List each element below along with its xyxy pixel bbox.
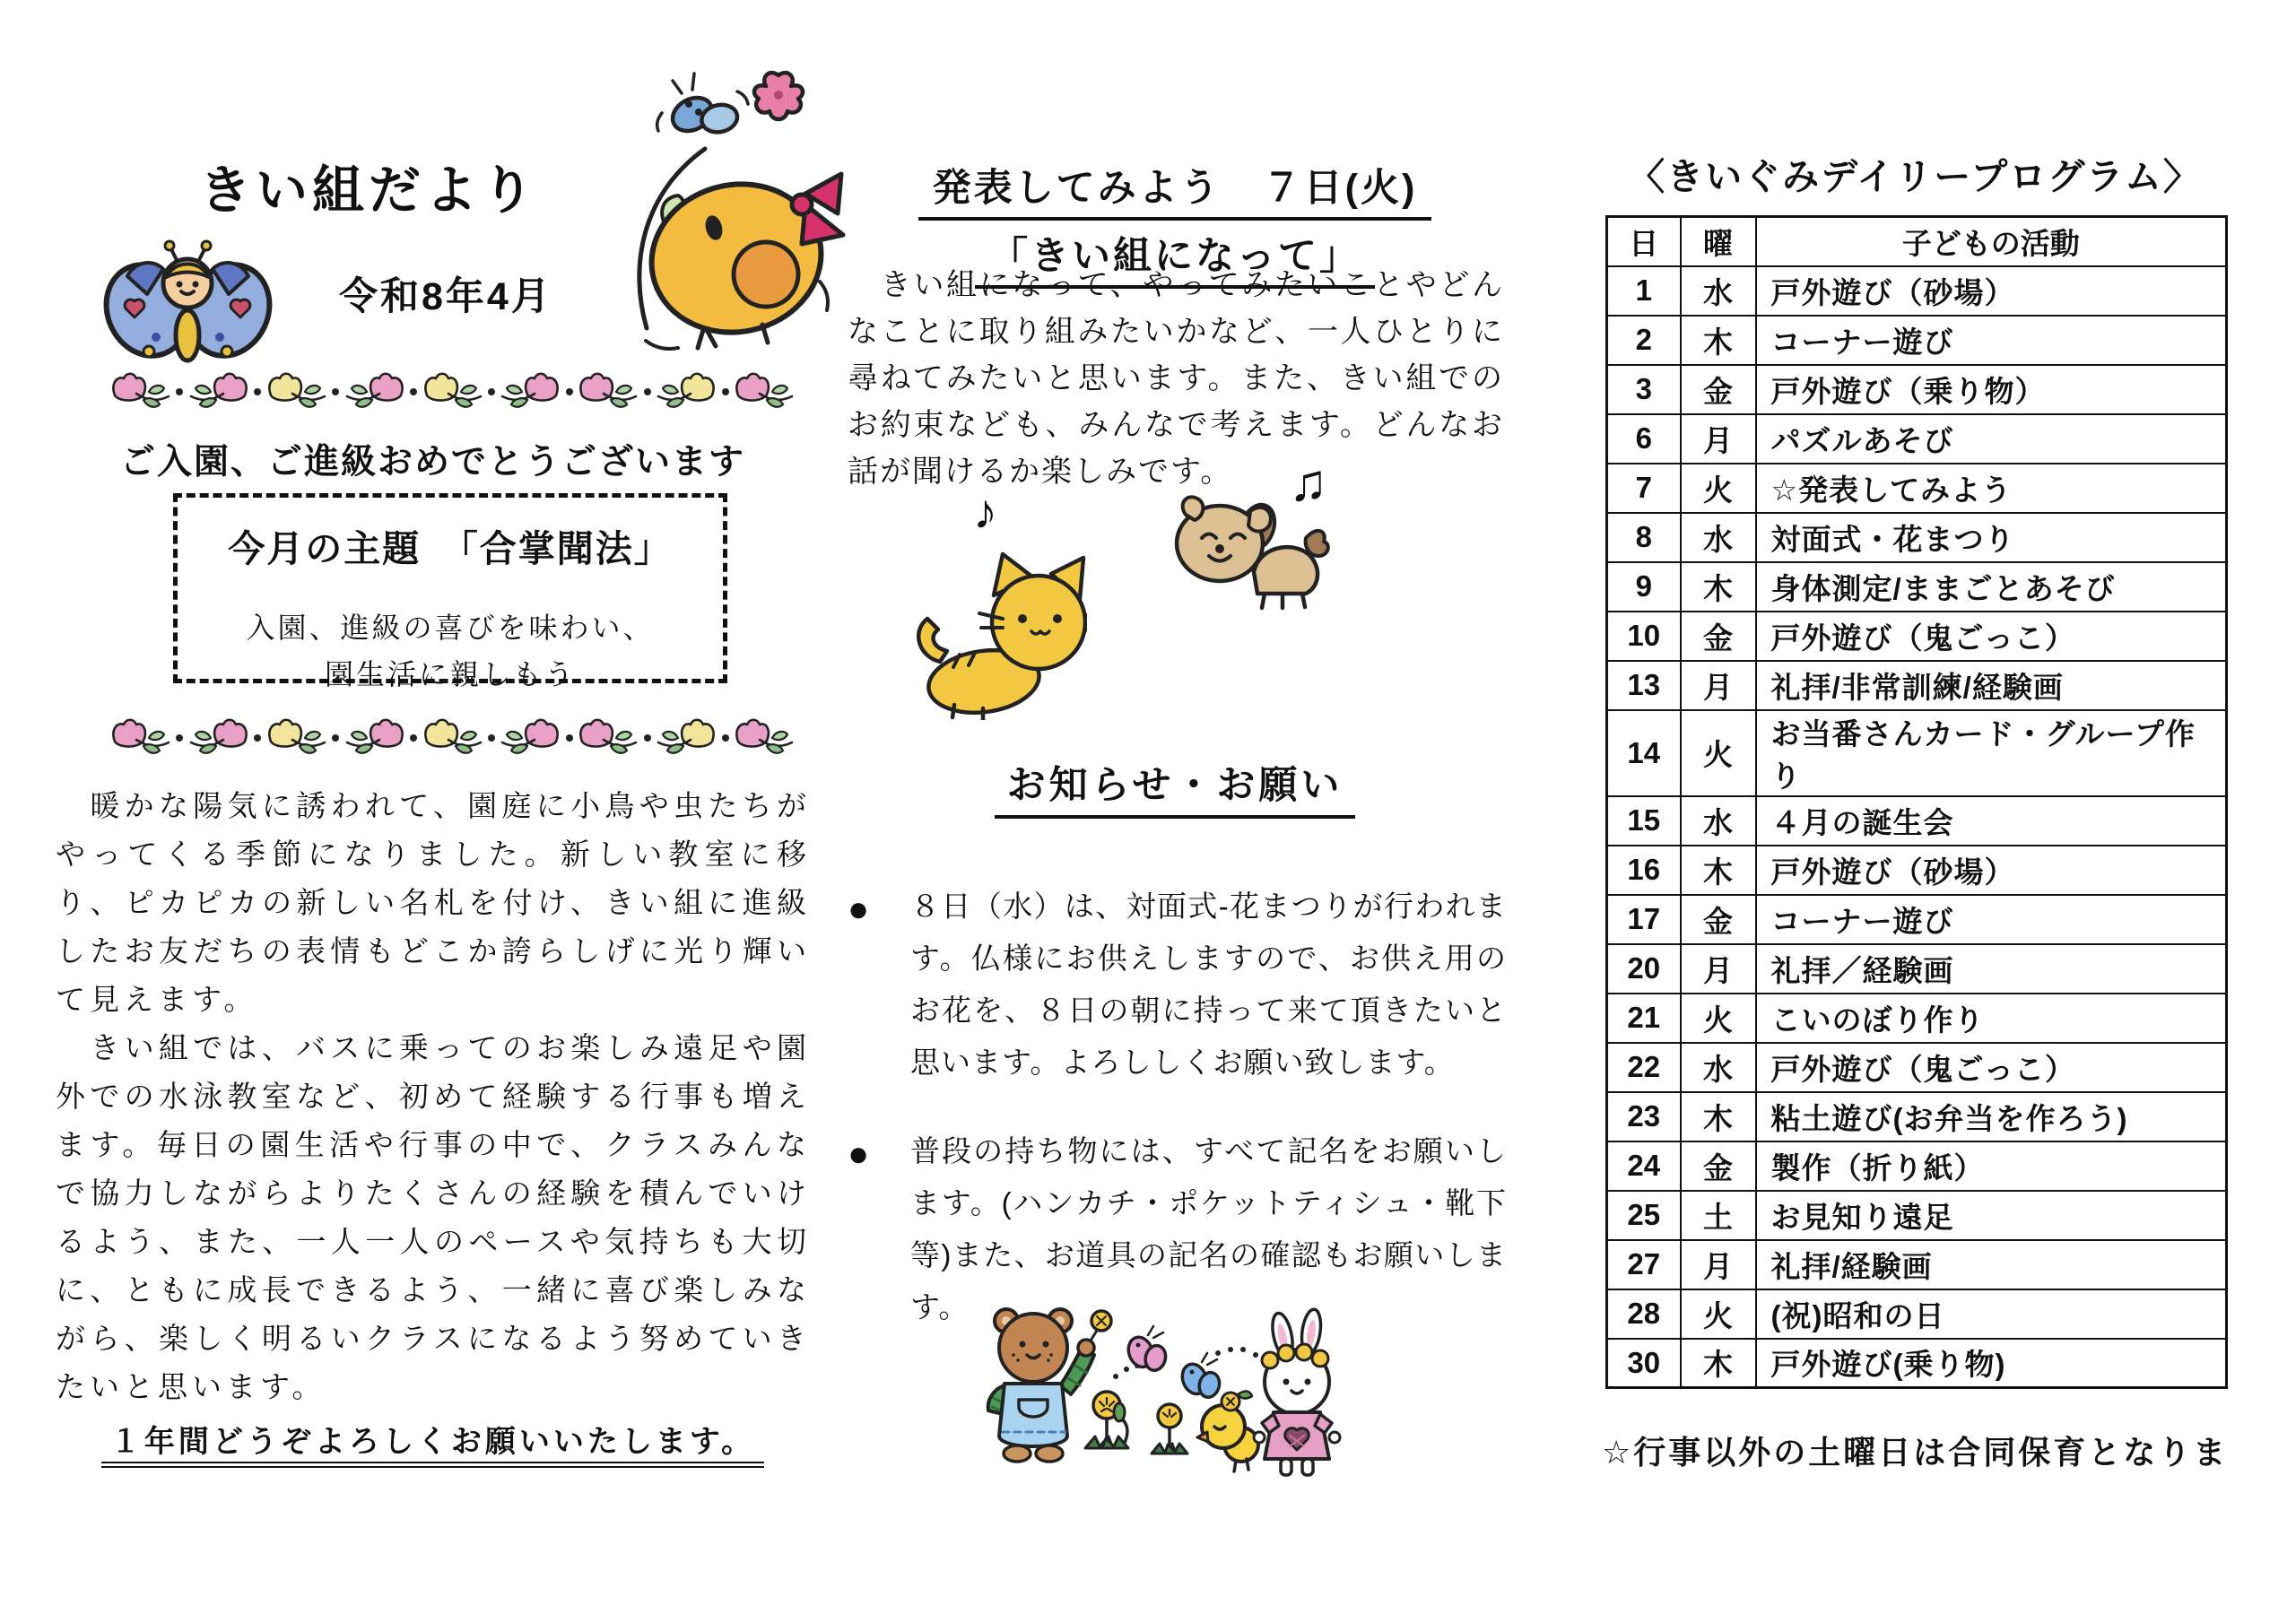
tulip-icon	[499, 371, 561, 412]
tulip-icon	[733, 717, 796, 759]
weekday-cell: 火	[1681, 994, 1756, 1043]
tulip-icon	[655, 717, 718, 759]
tulip-icon	[109, 371, 172, 412]
cat-illustration	[908, 527, 1087, 720]
theme-line-2: 園生活に親しもう	[324, 658, 576, 690]
bear-rabbit-chick-garden-illustration	[949, 1296, 1344, 1488]
greeting-paragraph-1: 暖かな陽気に誘われて、園庭に小鳥や虫たちがやってくる季節になりました。新しい教室に移り、ピカピカの新しい名札を付け、きい組に進級したお友だちの表情もどこか誇らしげに光り輝いて見えます。	[56, 789, 811, 1016]
congrats-heading: ご入園、ご進級おめでとうございます	[119, 443, 745, 482]
activity-cell: 戸外遊び(乗り物)	[1756, 1339, 2227, 1388]
table-row	[1607, 1043, 2227, 1092]
tulip-icon	[733, 371, 796, 412]
activity-cell: お見知り遠足	[1756, 1191, 2227, 1240]
table-row	[1607, 414, 2227, 464]
day-cell: 8	[1607, 513, 1681, 562]
weekday-cell: 木	[1681, 846, 1756, 895]
greeting-text	[56, 782, 811, 1411]
day-cell: 21	[1607, 994, 1681, 1043]
notice-item-text: 普段の持ち物には、すべて記名をお願いします。(ハンカチ・ポケットティシュ・靴下等)また、お道具の記名の確認もお願いします。	[910, 1134, 1507, 1324]
weekday-cell: 木	[1681, 562, 1756, 612]
theme-title: 今月の主題 「合掌聞法」	[228, 528, 673, 569]
table-row	[1607, 661, 2227, 710]
table-row	[1607, 1339, 2227, 1388]
daily-program-table	[1605, 215, 2228, 1389]
activity-cell: 戸外遊び（砂場）	[1756, 846, 2227, 895]
weekday-cell: 月	[1681, 944, 1756, 994]
music-notes-icon: ♫	[1289, 454, 1328, 512]
music-note-icon: ♪	[973, 485, 997, 539]
table-row	[1607, 846, 2227, 895]
table-row	[1607, 612, 2227, 661]
bullet-icon: ●	[848, 1134, 870, 1174]
flower-border-bottom	[109, 716, 796, 760]
saturday-footnote: ☆行事以外の土曜日は合同保育となりま	[1602, 1434, 2229, 1471]
flower-border-top	[109, 369, 796, 414]
page-title: きい組だより	[199, 161, 539, 220]
activity-cell: 礼拝/経験画	[1756, 1240, 2227, 1289]
closing-line: １年間どうぞよろしくお願いいたします。	[54, 1417, 812, 1461]
table-row	[1607, 796, 2227, 846]
activity-cell: 戸外遊び（乗り物）	[1756, 365, 2227, 414]
day-cell: 14	[1607, 710, 1681, 796]
day-cell: 16	[1607, 846, 1681, 895]
day-cell: 27	[1607, 1240, 1681, 1289]
day-cell: 15	[1607, 796, 1681, 846]
tulip-icon	[577, 717, 639, 759]
weekday-cell: 土	[1681, 1191, 1756, 1240]
header-activity: 子どもの活動	[1756, 217, 2227, 266]
day-cell: 30	[1607, 1339, 1681, 1388]
activity-cell: お当番さんカード・グループ作り	[1756, 710, 2227, 796]
table-row	[1607, 562, 2227, 612]
tulip-icon	[265, 371, 328, 412]
announcement-heading-line2: 「きい組になって」	[975, 226, 1375, 289]
day-cell: 6	[1607, 414, 1681, 464]
tulip-icon	[109, 717, 172, 759]
table-row	[1607, 365, 2227, 414]
announcement-body: きい組になって、やってみたいことやどんなことに取り組みたいかなど、一人ひとりに尋ねてみたいと思います。また、きい組でのお約束なども、みんなで考えます。どんなお話が聞けるか楽しみです。	[848, 268, 1504, 489]
table-row	[1607, 266, 2227, 316]
table-row	[1607, 944, 2227, 994]
day-cell: 23	[1607, 1092, 1681, 1141]
weekday-cell: 月	[1681, 661, 1756, 710]
day-cell: 25	[1607, 1191, 1681, 1240]
weekday-cell: 木	[1681, 316, 1756, 365]
notice-heading: お知らせ・お願い	[848, 755, 1502, 819]
table-row	[1607, 1240, 2227, 1289]
activity-cell: ４月の誕生会	[1756, 796, 2227, 846]
header-weekday: 曜	[1681, 217, 1756, 266]
day-cell: 28	[1607, 1289, 1681, 1339]
weekday-cell: 月	[1681, 1240, 1756, 1289]
activity-cell: 対面式・花まつり	[1756, 513, 2227, 562]
activity-cell: 戸外遊び（砂場）	[1756, 266, 2227, 316]
activity-cell: 製作（折り紙）	[1756, 1141, 2227, 1191]
tulip-icon	[187, 717, 250, 759]
notice-item-text: ８日（水）は、対面式-花まつりが行われます。仏様にお供えしますので、お供え用のお花を、８日の朝に持って来て頂きたいと思います。よろししくお願い致します。	[910, 890, 1507, 1079]
activity-cell: こいのぼり作り	[1756, 994, 2227, 1043]
tulip-icon	[422, 371, 484, 412]
activity-cell: 礼拝／経験画	[1756, 944, 2227, 994]
activity-cell: 礼拝/非常訓練/経験画	[1756, 661, 2227, 710]
activity-cell: コーナー遊び	[1756, 895, 2227, 944]
day-cell: 17	[1607, 895, 1681, 944]
tulip-icon	[422, 717, 484, 759]
day-cell: 24	[1607, 1141, 1681, 1191]
activity-cell: 身体測定/ままごとあそび	[1756, 562, 2227, 612]
issue-date: 令和8年4月	[339, 275, 552, 318]
weekday-cell: 水	[1681, 266, 1756, 316]
weekday-cell: 金	[1681, 612, 1756, 661]
tulip-icon	[344, 371, 406, 412]
day-cell: 1	[1607, 266, 1681, 316]
announcement-heading-line1: 発表してみよう ７日(火)	[918, 158, 1432, 221]
table-row	[1607, 513, 2227, 562]
weekday-cell: 木	[1681, 1092, 1756, 1141]
day-cell: 2	[1607, 316, 1681, 365]
day-cell: 22	[1607, 1043, 1681, 1092]
dog-illustration	[1164, 482, 1330, 617]
day-cell: 13	[1607, 661, 1681, 710]
table-row	[1607, 1289, 2227, 1339]
activity-cell: (祝)昭和の日	[1756, 1289, 2227, 1339]
tulip-icon	[344, 717, 406, 759]
day-cell: 10	[1607, 612, 1681, 661]
weekday-cell: 金	[1681, 1141, 1756, 1191]
day-cell: 3	[1607, 365, 1681, 414]
weekday-cell: 木	[1681, 1339, 1756, 1388]
table-row	[1607, 994, 2227, 1043]
weekday-cell: 水	[1681, 796, 1756, 846]
day-cell: 9	[1607, 562, 1681, 612]
table-header-row	[1607, 217, 2227, 266]
weekday-cell: 火	[1681, 710, 1756, 796]
table-row	[1607, 1141, 2227, 1191]
activity-cell: 粘土遊び(お弁当を作ろう)	[1756, 1092, 2227, 1141]
chick-with-flower-illustration	[570, 59, 850, 355]
day-cell: 7	[1607, 464, 1681, 513]
weekday-cell: 水	[1681, 1043, 1756, 1092]
program-table-body	[1607, 266, 2227, 1388]
activity-cell: パズルあそび	[1756, 414, 2227, 464]
program-title: 〈きいぐみデイリープログラム〉	[1628, 156, 2202, 197]
bullet-icon: ●	[848, 890, 870, 929]
table-row	[1607, 895, 2227, 944]
weekday-cell: 火	[1681, 1289, 1756, 1339]
table-row	[1607, 1191, 2227, 1240]
activity-cell: ☆発表してみよう	[1756, 464, 2227, 513]
tulip-icon	[499, 717, 561, 759]
table-row	[1607, 464, 2227, 513]
tulip-icon	[265, 717, 328, 759]
butterfly-illustration	[100, 235, 275, 377]
weekday-cell: 水	[1681, 513, 1756, 562]
activity-cell: コーナー遊び	[1756, 316, 2227, 365]
day-cell: 20	[1607, 944, 1681, 994]
greeting-paragraph-2: きい組では、バスに乗ってのお楽しみ遠足や園外での水泳教室など、初めて経験する行事も増えます。毎日の園生活や行事の中で、クラスみんなで協力しながらよりたくさんの経験を積んでいけるよう、また、一人一人のペースや気持ちも大切に、ともに成長できるよう、一緒に喜び楽しみながら、楽しく明るいクラスになるよう努めていきたいと思います。	[56, 1031, 811, 1403]
tulip-icon	[655, 371, 718, 412]
weekday-cell: 金	[1681, 365, 1756, 414]
weekday-cell: 月	[1681, 414, 1756, 464]
activity-cell: 戸外遊び（鬼ごっこ）	[1756, 1043, 2227, 1092]
table-row	[1607, 316, 2227, 365]
tulip-icon	[187, 371, 250, 412]
theme-line-1: 入園、進級の喜びを味わい、	[246, 612, 655, 644]
header-day: 日	[1607, 217, 1681, 266]
weekday-cell: 金	[1681, 895, 1756, 944]
activity-cell: 戸外遊び（鬼ごっこ）	[1756, 612, 2227, 661]
monthly-theme-box	[173, 493, 727, 690]
table-row	[1607, 1092, 2227, 1141]
table-row	[1607, 710, 2227, 796]
weekday-cell: 火	[1681, 464, 1756, 513]
tulip-icon	[577, 371, 639, 412]
